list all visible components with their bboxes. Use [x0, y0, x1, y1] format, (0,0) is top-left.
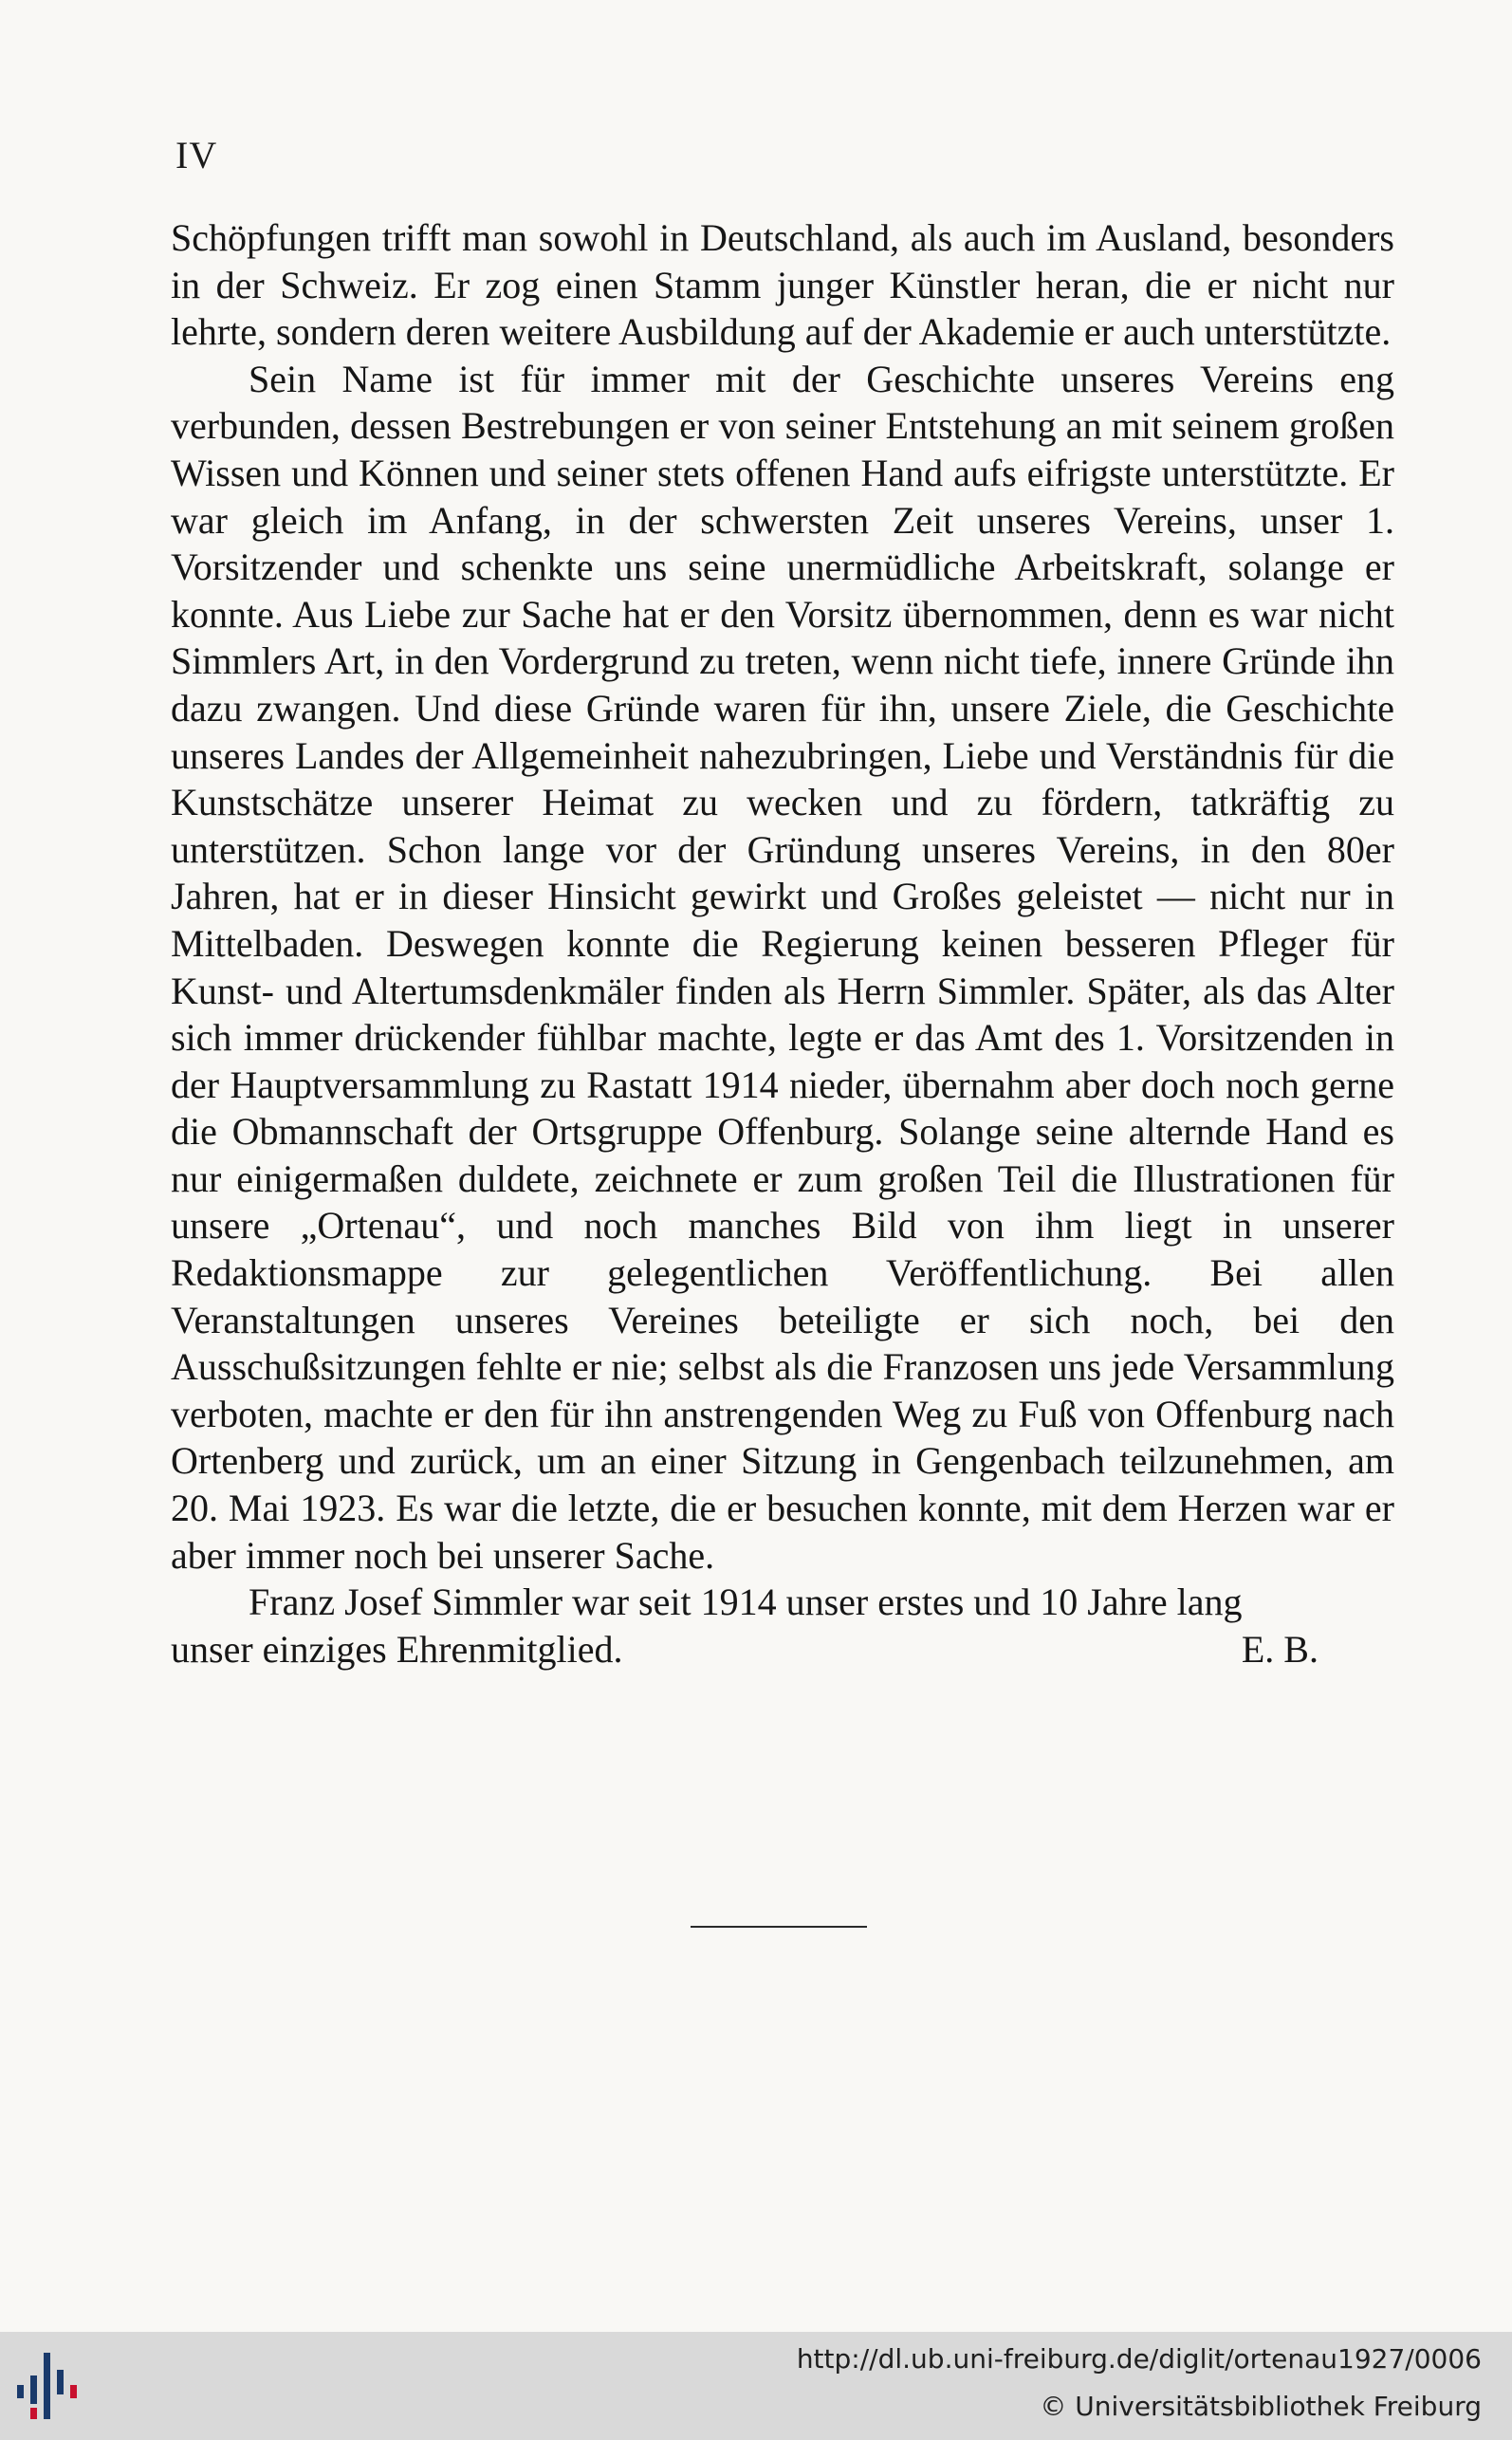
- logo-bar: [57, 2370, 64, 2394]
- page-number: IV: [175, 134, 218, 176]
- signature: E. B.: [1241, 1627, 1318, 1671]
- ub-freiburg-logo-icon[interactable]: [11, 2343, 97, 2429]
- paragraph-1: Schöpfungen trifft man sowohl in Deutschland, als auch im Ausland, besonders in der Schweiz. Er zog einen Stamm junger Künstler heran, die er nicht nur lehrte, sondern deren weitere Ausbildung auf der Akademie er auch unterstützte.: [171, 216, 1394, 354]
- footer-url-link[interactable]: http://dl.ub.uni-freiburg.de/diglit/ortenau1927/0006: [796, 2343, 1482, 2375]
- paragraph-3: Franz Josef Simmler war seit 1914 unser erstes und 10 Jahre lang: [249, 1580, 1243, 1624]
- closing-row: [171, 1626, 1318, 1673]
- logo-bar: [70, 2385, 77, 2398]
- logo-bar: [30, 2375, 37, 2404]
- logo-bar: [44, 2353, 50, 2419]
- logo-bar: [17, 2385, 24, 2398]
- closing-line: unser einziges Ehrenmitglied.: [171, 1627, 623, 1671]
- paragraph-2: Sein Name ist für immer mit der Geschichte unseres Vereins eng verbunden, dessen Bestrebungen er von seiner Entstehung an mit seinem großen Wissen und Können und seiner stets offenen Hand aufs eifrigste unterstützte. Er war gleich im Anfang, in der schwersten Zeit unseres Vereins, unser 1. Vorsitzender und schenkte uns seine unermüdliche Arbeitskraft, solange er konnte. Aus Liebe zur Sache hat er den Vorsitz übernommen, denn es war nicht Simmlers Art, in den Vordergrund zu treten, wenn nicht tiefe, innere Gründe ihn dazu zwangen. Und diese Gründe waren für ihn, unsere Ziele, die Geschichte unseres Landes der Allgemeinheit nahezubringen, Liebe und Verständnis für die Kunstschätze unserer Heimat zu wecken und zu fördern, tatkräftig zu unterstützen. Schon lange vor der Gründung unseres Vereins, in den 80er Jahren, hat er in dieser Hinsicht gewirkt und Großes geleistet — nicht nur in Mittelbaden. Deswegen konnte die Regierung keinen besseren Pfleger für Kunst- und Altertumsdenkmäler finden als Herrn Simmler. Später, als das Alter sich immer drückender fühlbar machte, legte er das Amt des 1. Vorsitzenden in der Hauptversammlung zu Rastatt 1914 nieder, übernahm aber doch noch gerne die Obmannschaft der Ortsgruppe Offenburg. Solange seine alternde Hand es nur einigermaßen duldete, zeichnete er zum großen Teil die Illustrationen für unsere „Ortenau“, und noch manches Bild von ihm liegt in unserer Redaktionsmappe zur gelegentlichen Veröffentlichung. Bei allen Veranstaltungen unseres Vereines beteiligte er sich noch, bei den Ausschußsitzungen fehlte er nie; selbst als die Franzosen uns jede Versammlung verboten, machte er den für ihn anstrengenden Weg zu Fuß von Offenburg nach Ortenberg und zurück, um an einer Sitzung in Gengenbach teilzunehmen, am 20. Mai 1923. Es war die letzte, die er besuchen konnte, mit dem Herzen war er aber immer noch bei unserer Sache.: [171, 357, 1394, 1577]
- footer-copyright: © Universitätsbibliothek Freiburg: [1040, 2391, 1482, 2422]
- separator-rule: [691, 1926, 867, 1928]
- logo-bar: [30, 2408, 37, 2419]
- page-text: [171, 214, 1394, 1673]
